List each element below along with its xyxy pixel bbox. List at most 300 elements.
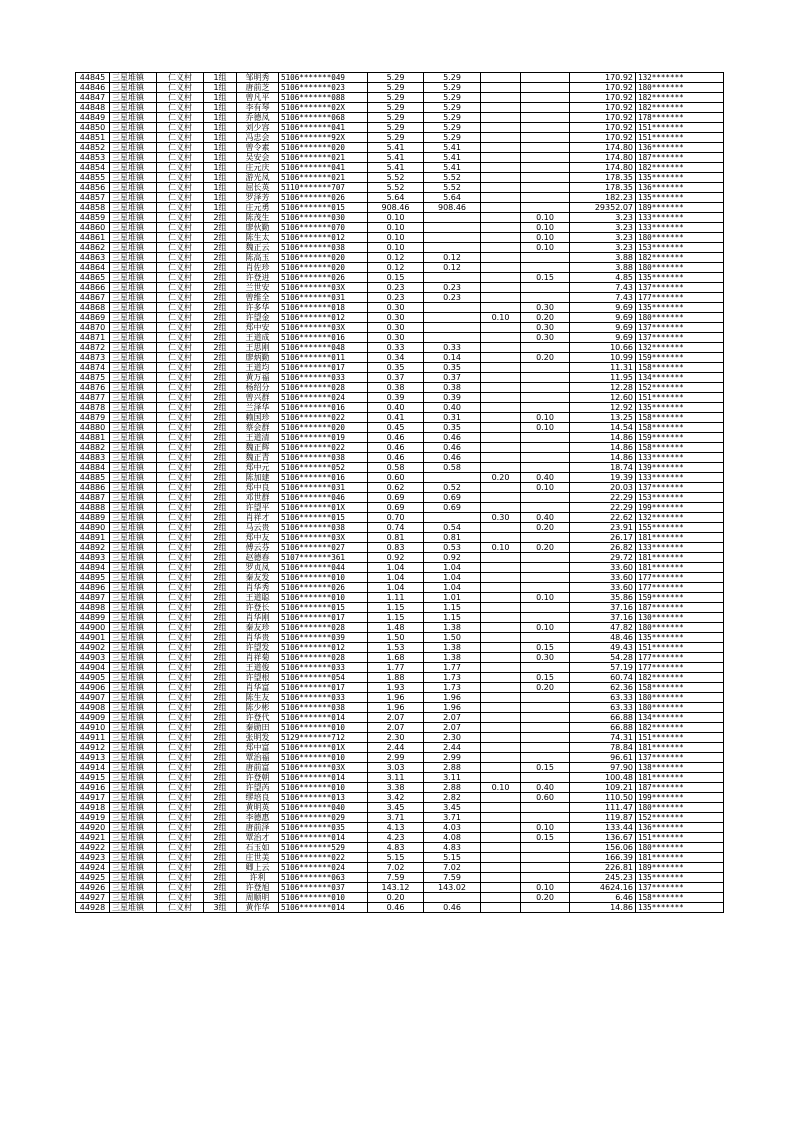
phone-cell: 158******* (636, 413, 724, 423)
row-number: 44852 (76, 143, 110, 153)
area-a-cell (424, 273, 481, 283)
group-cell: 2组 (204, 673, 237, 683)
area-b-cell (481, 223, 521, 233)
area-c-cell (521, 603, 570, 613)
area-c-cell (521, 83, 570, 93)
town-cell: 三星堆镇 (110, 133, 157, 143)
area-a-cell: 0.31 (424, 413, 481, 423)
village-cell: 仁义村 (157, 673, 204, 683)
group-cell: 2组 (204, 313, 237, 323)
town-cell: 三星堆镇 (110, 593, 157, 603)
area-c-cell: 0.15 (521, 273, 570, 283)
table-row (76, 303, 724, 313)
village-cell: 仁义村 (157, 693, 204, 703)
village-cell: 仁义村 (157, 73, 204, 83)
id-number-cell: 5106*******010 (279, 753, 368, 763)
row-number: 44905 (76, 673, 110, 683)
amount-cell: 170.92 (570, 133, 636, 143)
table-row (76, 683, 724, 693)
row-number: 44897 (76, 593, 110, 603)
amount-cell: 12.28 (570, 383, 636, 393)
area-b-cell (481, 123, 521, 133)
town-cell: 三星堆镇 (110, 533, 157, 543)
person-name-cell: 秦勋田 (237, 723, 279, 733)
area-c-cell (521, 203, 570, 213)
area-c-cell: 0.10 (521, 423, 570, 433)
group-cell: 2组 (204, 753, 237, 763)
area-c-cell (521, 343, 570, 353)
area-a-cell: 0.69 (424, 503, 481, 513)
area-b-cell (481, 433, 521, 443)
id-number-cell: 5106*******020 (279, 423, 368, 433)
area-total-cell: 5.64 (368, 193, 424, 203)
row-number: 44876 (76, 383, 110, 393)
area-a-cell: 1.15 (424, 613, 481, 623)
table-row (76, 503, 724, 513)
amount-cell: 12.92 (570, 403, 636, 413)
table-row (76, 773, 724, 783)
row-number: 44850 (76, 123, 110, 133)
group-cell: 2组 (204, 803, 237, 813)
person-name-cell: 吴安会 (237, 153, 279, 163)
area-a-cell: 5.41 (424, 143, 481, 153)
area-total-cell: 908.46 (368, 203, 424, 213)
phone-cell: 181******* (636, 743, 724, 753)
area-c-cell: 0.10 (521, 623, 570, 633)
row-number: 44879 (76, 413, 110, 423)
area-b-cell (481, 203, 521, 213)
person-name-cell: 陈高玉 (237, 253, 279, 263)
group-cell: 2组 (204, 783, 237, 793)
id-number-cell: 5106*******03X (279, 763, 368, 773)
id-number-cell: 5106*******529 (279, 843, 368, 853)
area-c-cell: 0.10 (521, 823, 570, 833)
phone-cell: 132******* (636, 343, 724, 353)
amount-cell: 136.67 (570, 833, 636, 843)
person-name-cell: 黄明英 (237, 803, 279, 813)
group-cell: 2组 (204, 883, 237, 893)
phone-cell: 136******* (636, 143, 724, 153)
person-name-cell: 许登长 (237, 603, 279, 613)
id-number-cell: 5106*******017 (279, 683, 368, 693)
table-row (76, 693, 724, 703)
area-b-cell (481, 813, 521, 823)
group-cell: 2组 (204, 543, 237, 553)
table-row (76, 903, 724, 913)
table-row (76, 643, 724, 653)
area-b-cell (481, 343, 521, 353)
town-cell: 三星堆镇 (110, 723, 157, 733)
area-c-cell: 0.10 (521, 593, 570, 603)
area-b-cell (481, 773, 521, 783)
area-b-cell (481, 873, 521, 883)
town-cell: 三星堆镇 (110, 313, 157, 323)
village-cell: 仁义村 (157, 603, 204, 613)
row-number: 44886 (76, 483, 110, 493)
table-row (76, 523, 724, 533)
area-b-cell (481, 643, 521, 653)
area-b-cell: 0.30 (481, 513, 521, 523)
amount-cell: 49.43 (570, 643, 636, 653)
phone-cell: 180******* (636, 313, 724, 323)
town-cell: 三星堆镇 (110, 493, 157, 503)
town-cell: 三星堆镇 (110, 363, 157, 373)
village-cell: 仁义村 (157, 473, 204, 483)
person-name-cell: 魏正云 (237, 243, 279, 253)
amount-cell: 9.69 (570, 313, 636, 323)
area-a-cell: 5.29 (424, 123, 481, 133)
person-name-cell: 魏正青 (237, 453, 279, 463)
table-row (76, 353, 724, 363)
table-row (76, 153, 724, 163)
area-total-cell: 0.23 (368, 283, 424, 293)
area-a-cell: 5.29 (424, 113, 481, 123)
row-number: 44867 (76, 293, 110, 303)
area-b-cell (481, 213, 521, 223)
phone-cell: 180******* (636, 843, 724, 853)
phone-cell: 137******* (636, 483, 724, 493)
village-cell: 仁义村 (157, 503, 204, 513)
group-cell: 2组 (204, 553, 237, 563)
table-row (76, 363, 724, 373)
row-number: 44915 (76, 773, 110, 783)
row-number: 44900 (76, 623, 110, 633)
row-number: 44885 (76, 473, 110, 483)
phone-cell: 136******* (636, 823, 724, 833)
person-name-cell: 庄世美 (237, 853, 279, 863)
amount-cell: 22.62 (570, 513, 636, 523)
id-number-cell: 5106*******054 (279, 673, 368, 683)
area-a-cell: 5.41 (424, 163, 481, 173)
area-total-cell: 3.42 (368, 793, 424, 803)
area-a-cell: 5.29 (424, 103, 481, 113)
village-cell: 仁义村 (157, 763, 204, 773)
area-total-cell: 3.71 (368, 813, 424, 823)
area-b-cell (481, 453, 521, 463)
town-cell: 三星堆镇 (110, 543, 157, 553)
village-cell: 仁义村 (157, 253, 204, 263)
village-cell: 仁义村 (157, 623, 204, 633)
person-name-cell: 廖炳勤 (237, 353, 279, 363)
town-cell: 三星堆镇 (110, 743, 157, 753)
area-b-cell (481, 553, 521, 563)
row-number: 44884 (76, 463, 110, 473)
area-a-cell: 1.73 (424, 673, 481, 683)
amount-cell: 29352.07 (570, 203, 636, 213)
phone-cell: 132******* (636, 513, 724, 523)
person-name-cell: 魏正辉 (237, 443, 279, 453)
amount-cell: 60.74 (570, 673, 636, 683)
area-total-cell: 2.07 (368, 723, 424, 733)
id-number-cell: 5106*******017 (279, 363, 368, 373)
area-c-cell (521, 583, 570, 593)
village-cell: 仁义村 (157, 273, 204, 283)
area-c-cell (521, 393, 570, 403)
amount-cell: 47.82 (570, 623, 636, 633)
id-number-cell: 5106*******020 (279, 143, 368, 153)
area-a-cell (424, 473, 481, 483)
area-b-cell (481, 853, 521, 863)
town-cell: 三星堆镇 (110, 333, 157, 343)
phone-cell: 177******* (636, 653, 724, 663)
town-cell: 三星堆镇 (110, 123, 157, 133)
id-number-cell: 5106*******011 (279, 353, 368, 363)
area-total-cell: 3.38 (368, 783, 424, 793)
area-total-cell: 1.50 (368, 633, 424, 643)
id-number-cell: 5106*******048 (279, 343, 368, 353)
person-name-cell: 肖华秀 (237, 583, 279, 593)
person-name-cell: 郑中安 (237, 323, 279, 333)
area-a-cell (424, 233, 481, 243)
person-name-cell: 陈加建 (237, 473, 279, 483)
village-cell: 仁义村 (157, 423, 204, 433)
table-row (76, 793, 724, 803)
person-name-cell: 陈生太 (237, 233, 279, 243)
area-a-cell: 1.50 (424, 633, 481, 643)
id-number-cell: 5106*******023 (279, 83, 368, 93)
area-a-cell: 0.52 (424, 483, 481, 493)
table-row (76, 293, 724, 303)
row-number: 44851 (76, 133, 110, 143)
town-cell: 三星堆镇 (110, 553, 157, 563)
person-name-cell: 秦友珍 (237, 623, 279, 633)
person-name-cell: 王道清 (237, 433, 279, 443)
row-number: 44906 (76, 683, 110, 693)
table-row (76, 383, 724, 393)
table-row (76, 473, 724, 483)
phone-cell: 152******* (636, 813, 724, 823)
area-c-cell: 0.20 (521, 353, 570, 363)
id-number-cell: 5106*******020 (279, 263, 368, 273)
area-a-cell: 0.37 (424, 373, 481, 383)
phone-cell: 151******* (636, 123, 724, 133)
group-cell: 1组 (204, 183, 237, 193)
person-name-cell: 肖华富 (237, 683, 279, 693)
person-name-cell: 覃治才 (237, 833, 279, 843)
person-name-cell: 肖华刚 (237, 613, 279, 623)
area-a-cell: 5.52 (424, 173, 481, 183)
area-total-cell: 0.92 (368, 553, 424, 563)
person-name-cell: 曾维全 (237, 293, 279, 303)
person-name-cell: 张明发 (237, 733, 279, 743)
village-cell: 仁义村 (157, 393, 204, 403)
area-b-cell (481, 303, 521, 313)
id-number-cell: 5106*******010 (279, 893, 368, 903)
amount-cell: 33.60 (570, 583, 636, 593)
village-cell: 仁义村 (157, 83, 204, 93)
table-row (76, 543, 724, 553)
phone-cell: 151******* (636, 643, 724, 653)
group-cell: 2组 (204, 243, 237, 253)
area-total-cell: 0.46 (368, 453, 424, 463)
area-a-cell: 1.73 (424, 683, 481, 693)
area-total-cell: 0.38 (368, 383, 424, 393)
row-number: 44880 (76, 423, 110, 433)
area-b-cell (481, 403, 521, 413)
town-cell: 三星堆镇 (110, 73, 157, 83)
phone-cell: 177******* (636, 663, 724, 673)
group-cell: 2组 (204, 593, 237, 603)
area-total-cell: 2.99 (368, 753, 424, 763)
area-a-cell: 0.46 (424, 903, 481, 913)
group-cell: 2组 (204, 853, 237, 863)
area-b-cell (481, 843, 521, 853)
area-b-cell (481, 103, 521, 113)
area-b-cell (481, 803, 521, 813)
row-number: 44868 (76, 303, 110, 313)
area-total-cell: 5.15 (368, 853, 424, 863)
area-b-cell (481, 283, 521, 293)
town-cell: 三星堆镇 (110, 303, 157, 313)
area-total-cell: 5.29 (368, 103, 424, 113)
group-cell: 2组 (204, 483, 237, 493)
area-c-cell (521, 803, 570, 813)
area-total-cell: 1.15 (368, 613, 424, 623)
person-name-cell: 许望平 (237, 503, 279, 513)
id-number-cell: 5106*******024 (279, 863, 368, 873)
village-cell: 仁义村 (157, 643, 204, 653)
person-name-cell: 缪培良 (237, 793, 279, 803)
town-cell: 三星堆镇 (110, 733, 157, 743)
group-cell: 2组 (204, 823, 237, 833)
id-number-cell: 5106*******012 (279, 313, 368, 323)
area-b-cell (481, 833, 521, 843)
id-number-cell: 5106*******038 (279, 523, 368, 533)
amount-cell: 33.60 (570, 573, 636, 583)
area-total-cell: 0.39 (368, 393, 424, 403)
amount-cell: 96.61 (570, 753, 636, 763)
village-cell: 仁义村 (157, 723, 204, 733)
area-total-cell: 0.30 (368, 323, 424, 333)
row-number: 44855 (76, 173, 110, 183)
person-name-cell: 周顺明 (237, 893, 279, 903)
id-number-cell: 5106*******014 (279, 773, 368, 783)
town-cell: 三星堆镇 (110, 793, 157, 803)
person-name-cell: 赖国珍 (237, 413, 279, 423)
area-total-cell: 4.13 (368, 823, 424, 833)
person-name-cell: 李德惠 (237, 813, 279, 823)
table-row (76, 443, 724, 453)
id-number-cell: 5106*******068 (279, 113, 368, 123)
person-name-cell: 肖佐珍 (237, 263, 279, 273)
town-cell: 三星堆镇 (110, 763, 157, 773)
phone-cell: 189******* (636, 863, 724, 873)
id-number-cell: 5106*******041 (279, 123, 368, 133)
row-number: 44881 (76, 433, 110, 443)
row-number: 44904 (76, 663, 110, 673)
area-total-cell: 0.30 (368, 313, 424, 323)
area-a-cell: 0.81 (424, 533, 481, 543)
amount-cell: 110.50 (570, 793, 636, 803)
table-row (76, 723, 724, 733)
row-number: 44858 (76, 203, 110, 213)
id-number-cell: 5106*******010 (279, 593, 368, 603)
area-total-cell: 0.69 (368, 503, 424, 513)
id-number-cell: 5106*******035 (279, 823, 368, 833)
amount-cell: 170.92 (570, 83, 636, 93)
row-number: 44917 (76, 793, 110, 803)
table-row (76, 783, 724, 793)
id-number-cell: 5106*******02X (279, 103, 368, 113)
area-total-cell: 7.02 (368, 863, 424, 873)
area-total-cell: 5.29 (368, 93, 424, 103)
village-cell: 仁义村 (157, 153, 204, 163)
phone-cell: 199******* (636, 503, 724, 513)
town-cell: 三星堆镇 (110, 803, 157, 813)
area-a-cell (424, 513, 481, 523)
group-cell: 2组 (204, 663, 237, 673)
area-c-cell: 0.20 (521, 893, 570, 903)
table-row (76, 513, 724, 523)
row-number: 44928 (76, 903, 110, 913)
amount-cell: 3.23 (570, 213, 636, 223)
area-total-cell: 5.41 (368, 153, 424, 163)
village-cell: 仁义村 (157, 333, 204, 343)
amount-cell: 9.69 (570, 333, 636, 343)
phone-cell: 135******* (636, 273, 724, 283)
area-c-cell (521, 123, 570, 133)
id-number-cell: 5106*******027 (279, 543, 368, 553)
village-cell: 仁义村 (157, 233, 204, 243)
area-total-cell: 0.60 (368, 473, 424, 483)
group-cell: 1组 (204, 133, 237, 143)
area-c-cell: 0.15 (521, 763, 570, 773)
village-cell: 仁义村 (157, 293, 204, 303)
village-cell: 仁义村 (157, 363, 204, 373)
row-number: 44891 (76, 533, 110, 543)
village-cell: 仁义村 (157, 213, 204, 223)
phone-cell: 182******* (636, 253, 724, 263)
village-cell: 仁义村 (157, 143, 204, 153)
id-number-cell: 5106*******019 (279, 433, 368, 443)
area-total-cell: 7.59 (368, 873, 424, 883)
area-b-cell (481, 663, 521, 673)
amount-cell: 178.35 (570, 173, 636, 183)
amount-cell: 11.95 (570, 373, 636, 383)
area-a-cell: 0.14 (424, 353, 481, 363)
phone-cell: 180******* (636, 703, 724, 713)
amount-cell: 170.92 (570, 93, 636, 103)
amount-cell: 174.80 (570, 163, 636, 173)
area-b-cell (481, 503, 521, 513)
id-number-cell: 5106*******016 (279, 333, 368, 343)
id-number-cell: 5106*******041 (279, 163, 368, 173)
area-c-cell (521, 253, 570, 263)
area-a-cell: 0.54 (424, 523, 481, 533)
id-number-cell: 5106*******063 (279, 873, 368, 883)
area-a-cell: 143.02 (424, 883, 481, 893)
phone-cell: 135******* (636, 403, 724, 413)
area-c-cell: 0.10 (521, 233, 570, 243)
area-b-cell (481, 153, 521, 163)
amount-cell: 33.60 (570, 563, 636, 573)
area-a-cell: 5.52 (424, 183, 481, 193)
phone-cell: 182******* (636, 673, 724, 683)
area-total-cell: 0.33 (368, 343, 424, 353)
area-a-cell: 1.38 (424, 653, 481, 663)
village-cell: 仁义村 (157, 163, 204, 173)
phone-cell: 135******* (636, 193, 724, 203)
person-name-cell: 王道成 (237, 333, 279, 343)
town-cell: 三星堆镇 (110, 693, 157, 703)
amount-cell: 7.43 (570, 293, 636, 303)
town-cell: 三星堆镇 (110, 373, 157, 383)
area-a-cell: 5.41 (424, 153, 481, 163)
person-name-cell: 王思刚 (237, 343, 279, 353)
table-row (76, 223, 724, 233)
area-c-cell (521, 563, 570, 573)
row-number: 44921 (76, 833, 110, 843)
